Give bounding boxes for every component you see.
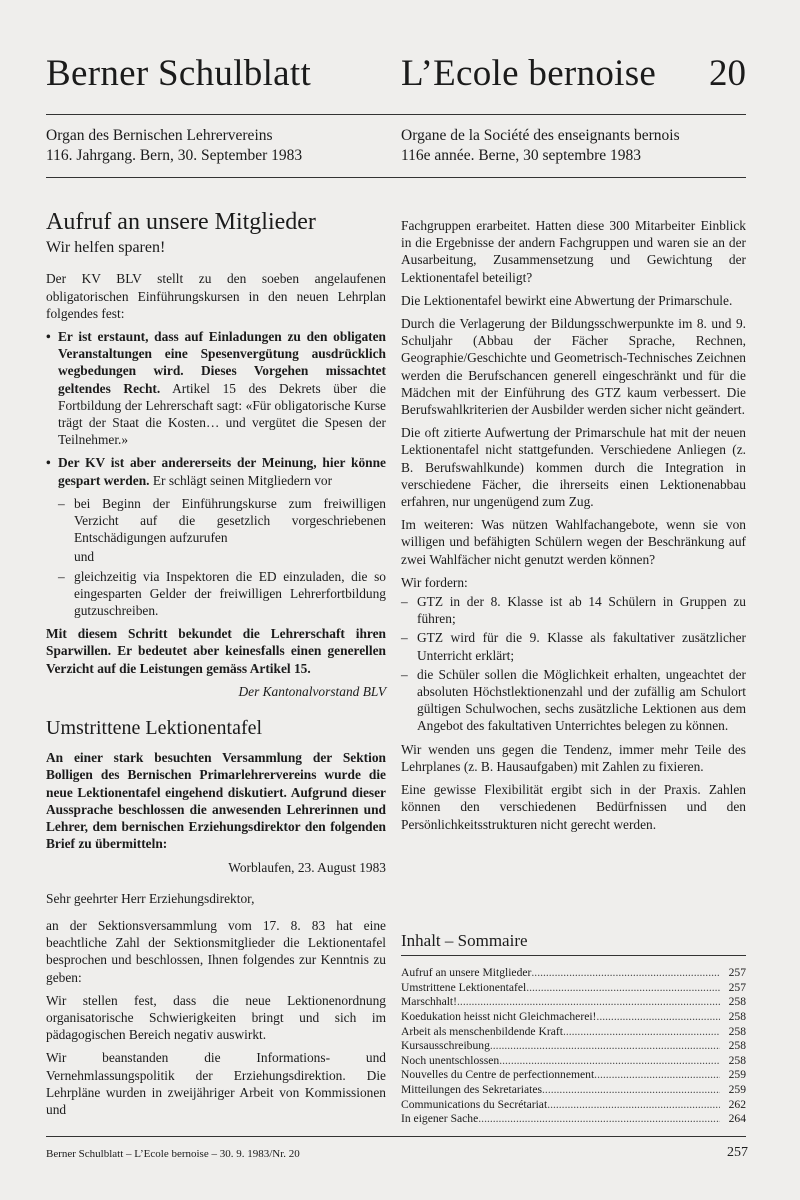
right-paragraph: Die Lektionentafel bewirkt eine Abwertung der Primarschule.: [401, 292, 733, 308]
toc-leader-dots: [594, 1068, 720, 1083]
right-paragraph: Wir fordern:: [401, 574, 468, 590]
article1-dash-item: [46, 495, 386, 547]
article1-closing: Mit diesem Schritt bekundet die Lehrerschaft ihren Sparwillen. Er bedeutet aber keinesfalls einen generellen Verzicht auf die Leistungen gemäss Artikel 15.: [46, 626, 386, 676]
toc-entry-label: Nouvelles du Centre de perfectionnement: [401, 1068, 595, 1082]
toc-leader-dots: [531, 966, 720, 981]
article2-salutation: Sehr geehrter Herr Erziehungsdirektor,: [46, 890, 255, 906]
toc-leader-dots: [542, 1083, 720, 1098]
toc-list: [401, 966, 746, 1127]
issue-number: 20: [709, 53, 746, 94]
right-paragraph: Im weiteren: Was nützen Wahlfachangebote, wenn sie von willigen und befähigten Schülern wegen der Beschränkung auf zwei Wahlfächer nicht genutzt werden können?: [401, 517, 746, 567]
subtitle-french-line1: Organe de la Société des enseignants bernois: [401, 127, 680, 144]
toc-entry-page: 258: [728, 995, 746, 1009]
article2-paragraph: Wir stellen fest, dass die neue Lektionenordnung organisatorische Schwierigkeiten bringt und sich im pädagogischen Bereich negativ auswirkt.: [46, 992, 386, 1043]
bullet-text: [58, 328, 386, 448]
toc-entry-page: 264: [728, 1112, 746, 1126]
article2-paragraph: an der Sektionsversammlung vom 17. 8. 83 hat eine beachtliche Zahl der Sektionsmitglieder die Lektionentafel besprochen und beschlossen, Ihnen folgendes zur Kenntnis zu geben:: [46, 917, 386, 985]
toc-entry-label: Umstrittene Lektionentafel: [401, 980, 527, 994]
article2-paragraph: Wir beanstanden die Informations- und Vernehmlassungspolitik der Erziehungsdirektion. Die Lehrpläne wurden in zweijähriger Arbeit von Kommissionen und: [46, 1050, 386, 1117]
toc-leader-dots: [457, 995, 720, 1010]
toc-entry: [401, 1068, 746, 1083]
demand-text: GTZ wird für die 9. Klasse als fakultativer zusätzlicher Unterricht erklärt;: [417, 630, 746, 663]
footer-rule: [46, 1136, 746, 1137]
bullet-mark: •: [46, 455, 51, 471]
toc-entry: [401, 1112, 746, 1127]
toc-entry-label: Arbeit als menschenbildende Kraft: [401, 1024, 563, 1038]
toc-entry: [401, 1010, 746, 1025]
demand-item: [401, 593, 746, 627]
toc-entry-page: 259: [728, 1068, 746, 1082]
bullet-text: [58, 454, 386, 488]
article1-und: und: [74, 549, 95, 565]
toc-rule: [401, 955, 746, 956]
dash2-text: gleichzeitig via Inspektoren die ED einzuladen, die so eingesparten Gelder der freiwilligen Lehrerfortbildung gutzuschreiben.: [74, 568, 386, 619]
right-paragraph: Durch die Verlagerung der Bildungsschwerpunkte im 8. und 9. Schuljahr (Abbau der Fächer Sprache, Rechnen, Geographie/Geschichte und Geometrisch-Technisches Zeichnen werden die Berufschancen generell eingeschränkt und für die Mädchen mit der Einführung des GTZ kaum verbessert. Die Berufswahlkriterien der Ausbilder werden sicher nicht geändert.: [401, 316, 746, 418]
table-of-contents: [401, 932, 746, 1127]
toc-entry-label: Communications du Secrétariat: [401, 1097, 548, 1111]
dash-mark: –: [401, 630, 408, 646]
toc-entry-page: 258: [728, 1053, 746, 1067]
demand-item: [401, 629, 746, 663]
masthead: [46, 52, 746, 112]
toc-entry: [401, 1098, 746, 1113]
toc-leader-dots: [490, 1039, 720, 1054]
right-paragraph: Die oft zitierte Aufwertung der Primarschule hat mit der neuen Lektionentafel nicht stattgefunden. Verschiedene Anliegen (z. B. Berufswahlkunde) kommen durch die Integration in verschiedene Fächer, die ihrerseits einen Lektionenabbau erfahren, nur ungenügend zum Zug.: [401, 425, 746, 510]
toc-entry: [401, 995, 746, 1010]
toc-entry-label: Noch unentschlossen: [401, 1053, 500, 1067]
subtitle-french-line2: 116e année. Berne, 30 septembre 1983: [401, 147, 642, 164]
toc-entry: [401, 1039, 746, 1054]
toc-leader-dots: [526, 981, 720, 996]
bullet2-rest: Er schlägt seinen Mitgliedern vor: [149, 472, 333, 488]
toc-entry: [401, 966, 746, 981]
bullet1-bold: Er ist erstaunt, dass auf Einladungen zu den obligaten Veranstaltungen eine Spesenvergütung ausdrücklich wegbedungen wird. Dieses Vorgehen missachtet geltendes Recht.: [58, 329, 386, 396]
article2-lead: An einer stark besuchten Versammlung der Sektion Bolligen des Bernischen Primarlehrervereins wurde die neue Lektionentafel eingehend diskutiert. Aufgrund dieser Aussprache beschlossen die anwesenden Lehrerinnen und Lehrer, dem bernischen Erziehungsdirektor den folgenden Brief zu übermitteln:: [46, 750, 386, 852]
article1-bullet: [46, 328, 386, 448]
article2-place-date: Worblaufen, 23. August 1983: [228, 859, 386, 875]
toc-entry: [401, 981, 746, 996]
bullet1-rest: Artikel 15 des Dekrets über die Fortbildung der Lehrerschaft sagt: «Für obligatorische Kurse trägt der Staat die Kosten… und vergütet die Spesen der Teilnehmer.»: [58, 380, 386, 448]
toc-leader-dots: [499, 1054, 720, 1069]
right-column: [401, 217, 746, 839]
toc-leader-dots: [563, 1025, 720, 1040]
subtitle-french: [401, 126, 680, 166]
toc-entry: [401, 1054, 746, 1069]
article1-intro: Der KV BLV stellt zu den soeben angelaufenen obligatorischen Einführungskursen in den neuen Lehrplan folgendes fest:: [46, 271, 386, 321]
subtitle-german-line1: Organ des Bernischen Lehrervereins: [46, 127, 273, 144]
toc-entry-label: Aufruf an unsere Mitglieder: [401, 966, 532, 980]
article1-subheading: Wir helfen sparen!: [46, 239, 166, 257]
toc-entry: [401, 1025, 746, 1040]
right-paragraph: Wir wenden uns gegen die Tendenz, immer mehr Teile des Lehrplanes (z. B. Hausaufgaben) mit Zahlen zu fixieren.: [401, 741, 746, 774]
toc-entry-page: 257: [728, 980, 746, 994]
masthead-rule: [46, 114, 746, 115]
subtitle-german: [46, 126, 302, 166]
article2-heading: Umstrittene Lektionentafel: [46, 717, 263, 740]
title-french: L’Ecole bernoise: [401, 53, 657, 94]
toc-entry-page: 258: [728, 1039, 746, 1053]
left-column: [46, 209, 386, 1124]
article1-heading: Aufruf an unsere Mitglieder: [46, 209, 316, 235]
toc-entry-label: Koedukation heisst nicht Gleichmacherei!: [401, 1009, 597, 1023]
toc-entry-page: 258: [728, 1024, 746, 1038]
right-paragraph: Fachgruppen erarbeitet. Hatten diese 300 Mitarbeiter Einblick in die Ergebnisse der andern Fachgruppen und waren sie an der Ausarbeitung, Zusammensetzung und Gewichtung der Lektionentafel beteiligt?: [401, 218, 746, 285]
right-paragraph: Eine gewisse Flexibilität ergibt sich in der Praxis. Zahlen können den verschiedenen Bedürfnissen und den Persönlichkeitsstrukturen nicht gerecht werden.: [401, 782, 746, 832]
toc-leader-dots: [478, 1112, 720, 1127]
toc-entry-page: 257: [728, 966, 746, 980]
demand-item: [401, 666, 746, 735]
article1-dash-item: [46, 568, 386, 620]
bullet2-bold: Der KV ist aber andererseits der Meinung, hier könne gespart werden.: [58, 455, 386, 488]
subtitle-rule: [46, 177, 746, 178]
dash-mark: –: [401, 666, 408, 682]
toc-entry-label: In eigener Sache: [401, 1112, 479, 1126]
page-number: 257: [727, 1145, 748, 1160]
footer-citation: Berner Schulblatt – L’Ecole bernoise – 30. 9. 1983/Nr. 20: [46, 1148, 300, 1160]
toc-entry-page: 258: [728, 1009, 746, 1023]
subtitle-german-line2: 116. Jahrgang. Bern, 30. September 1983: [46, 147, 303, 164]
dash-mark: –: [401, 594, 408, 610]
toc-leader-dots: [596, 1010, 720, 1025]
article1-bullet: [46, 454, 386, 488]
toc-entry-page: 259: [728, 1082, 746, 1096]
toc-entry: [401, 1083, 746, 1098]
demand-text: GTZ in der 8. Klasse ist ab 14 Schülern in Gruppen zu führen;: [417, 594, 746, 627]
article1-signature: Der Kantonalvorstand BLV: [238, 683, 386, 699]
dash-mark: –: [58, 568, 65, 584]
title-german: Berner Schulblatt: [46, 53, 312, 94]
dash-mark: –: [58, 495, 65, 511]
bullet-mark: •: [46, 329, 51, 345]
toc-entry-label: Kursausschreibung: [401, 1039, 490, 1053]
toc-title: Inhalt – Sommaire: [401, 931, 528, 950]
toc-entry-page: 262: [728, 1097, 746, 1111]
demand-text: die Schüler sollen die Möglichkeit erhalten, ungeachtet der absoluten Höchstlektionenzahl und der zufällig am Schulort gültigen Schulwochen, sechs zusätzliche Lektionen aus dem Angebot des fakultativen Unterrichtes belegen zu können.: [417, 666, 746, 734]
dash1-text: bei Beginn der Einführungskurse zum freiwilligen Verzicht auf die gesetzlich vorgeschriebenen Entschädigungen aufzurufen: [74, 495, 386, 546]
toc-entry-label: Mitteilungen des Sekretariates: [401, 1082, 543, 1096]
toc-leader-dots: [547, 1098, 720, 1113]
toc-entry-label: Marschhalt!: [401, 995, 458, 1009]
